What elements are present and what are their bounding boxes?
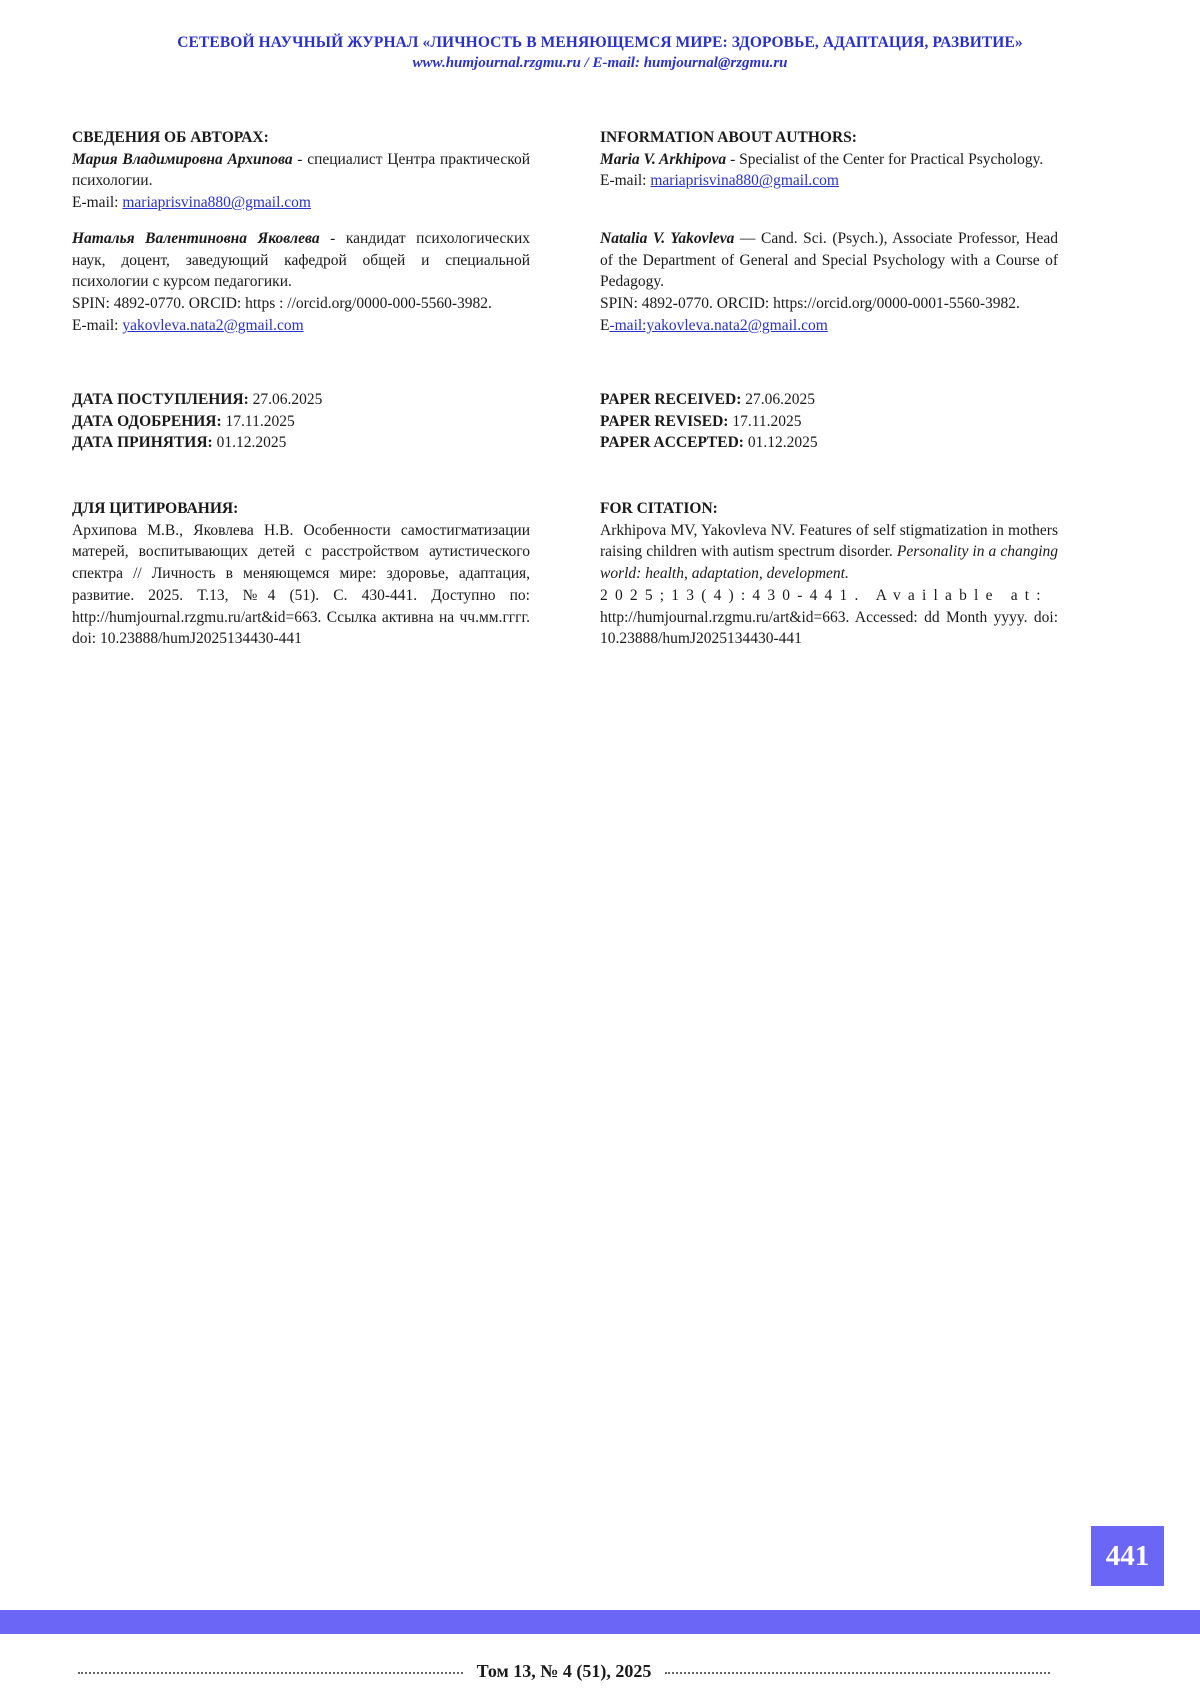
ru-revised-date: 17.11.2025	[225, 412, 295, 430]
ru-citation-block	[72, 498, 530, 650]
ru-author2-email-line	[72, 315, 530, 337]
ru-authors-heading: СВЕДЕНИЯ ОБ АВТОРАХ:	[72, 129, 269, 146]
journal-title: СЕТЕВОЙ НАУЧНЫЙ ЖУРНАЛ «ЛИЧНОСТЬ В МЕНЯЮЩЕМСЯ МИРЕ: ЗДОРОВЬЕ, АДАПТАЦИЯ, РАЗВИТИЕ»	[177, 34, 1023, 51]
en-author2-block	[600, 228, 1058, 337]
en-authors-block	[600, 127, 1058, 192]
en-revised-line	[600, 411, 1058, 433]
ru-author1-email-link[interactable]: mariaprisvina880@gmail.com	[122, 194, 311, 212]
en-citation-text	[600, 520, 1058, 585]
ru-email-label: E-mail:	[72, 194, 123, 212]
en-citation-access: http://humjournal.rzgmu.ru/art&id=663. Accessed: dd Month yyyy. doi: 10.23888/humJ2025134430-441	[600, 608, 1058, 648]
ru-accepted-label: ДАТА ПРИНЯТИЯ:	[72, 434, 213, 452]
ru-citation-heading: ДЛЯ ЦИТИРОВАНИЯ:	[72, 500, 239, 517]
ru-email-label2: E-mail:	[72, 316, 123, 334]
en-authors-heading: INFORMATION ABOUT AUTHORS:	[600, 129, 857, 146]
ru-author2-desc: - кандидат психологических наук, доцент, заведующий кафедрой общей и специальной психологии с курсом педагогики.	[72, 230, 531, 291]
footer-volume: Том 13, № 4 (51), 2025	[476, 1660, 652, 1681]
en-author1-name: Maria V. Arkhipova	[600, 150, 727, 168]
ru-author2-name: Наталья Валентиновна Яковлева	[72, 230, 320, 247]
en-author1-info	[600, 149, 1058, 171]
en-accepted-line	[600, 432, 1058, 454]
en-author1-email-line	[600, 170, 1058, 192]
footer-dots-right	[665, 1672, 1050, 1674]
en-received-date: 27.06.2025	[745, 391, 815, 408]
footer-accent-bar	[0, 1610, 1200, 1634]
ru-author2-ids: SPIN: 4892-0770. ORCID: https : //orcid.org/0000-000-5560-3982.	[72, 295, 492, 313]
ru-received-date: 27.06.2025	[252, 391, 323, 408]
en-email-prefix: E	[600, 316, 610, 334]
en-author2-email-line	[600, 315, 1058, 337]
ru-accepted-date: 01.12.2025	[216, 434, 287, 452]
en-revised-date: 17.11.2025	[732, 412, 802, 430]
journal-header	[0, 34, 1200, 72]
en-author1-email-link[interactable]: mariaprisvina880@gmail.com	[650, 172, 839, 190]
en-revised-label: PAPER REVISED:	[600, 412, 729, 430]
en-dates-block	[600, 389, 1058, 454]
en-received-line	[600, 389, 1058, 411]
en-accepted-date: 01.12.2025	[747, 434, 818, 452]
page-number-badge: 441	[1091, 1526, 1164, 1586]
en-citation-heading: FOR CITATION:	[600, 500, 718, 517]
en-author2-name: Natalia V. Yakovleva	[600, 230, 735, 247]
journal-contacts: www.humjournal.rzgmu.ru / E-mail: humjournal@rzgmu.ru	[412, 55, 788, 71]
ru-author1-name: Мария Владимировна Архипова	[72, 150, 293, 168]
en-author2-info	[600, 228, 1058, 293]
en-author2-desc: — Cand. Sci. (Psych.), Associate Professor, Head of the Department of General and Special Psychology with a Course of Pedagogy.	[600, 230, 1058, 291]
en-citation-volume: 2025;13(4):430-441. Available at:	[600, 586, 1048, 604]
en-accepted-label: PAPER ACCEPTED:	[600, 434, 744, 452]
en-author2-ids: SPIN: 4892-0770. ORCID: https://orcid.org/0000-0001-5560-3982.	[600, 295, 1020, 313]
en-email-label: E-mail:	[600, 172, 651, 190]
en-author1-desc: - Specialist of the Center for Practical Psychology.	[726, 150, 1044, 168]
ru-received-label: ДАТА ПОСТУПЛЕНИЯ:	[72, 391, 249, 408]
ru-authors-block	[72, 127, 530, 214]
ru-author2-info	[72, 228, 530, 293]
ru-revised-label: ДАТА ОДОБРЕНИЯ:	[72, 412, 222, 430]
ru-revised-line	[72, 411, 530, 433]
ru-author1-desc: - специалист Центра практической психологии.	[72, 150, 530, 190]
footer	[78, 1660, 1050, 1682]
ru-dates-block	[72, 389, 530, 454]
ru-author2-block	[72, 228, 530, 337]
ru-citation-text: Архипова М.В., Яковлева Н.В. Особенности самостигматизации матерей, воспитывающих детей с расстройством аутистического спектра // Личность в меняющемся мире: здоровье, адаптация, развитие. 2025. Т.13, №4 (51). С. 430-441. Доступно по: http://humjournal.rzgmu.ru/art&id=663. Ссылка активна на чч.мм.гггг. doi: 10.23888/humJ2025134430-441	[72, 521, 530, 648]
en-citation-journal: Personality in a changing world: health, adaptation, development.	[600, 543, 1058, 583]
ru-received-line	[72, 389, 530, 411]
en-citation-authors-title: Arkhipova MV, Yakovleva NV. Features of self stigmatization in mothers raising children with autism spectrum disorder.	[600, 521, 1058, 561]
ru-author1-email-line	[72, 192, 530, 214]
ru-author1-info	[72, 149, 530, 192]
en-citation-block	[600, 498, 1058, 650]
footer-dots-left	[78, 1672, 463, 1674]
en-author2-email-link[interactable]: -mail:yakovleva.nata2@gmail.com	[609, 316, 828, 334]
ru-accepted-line	[72, 432, 530, 454]
ru-author2-email-link[interactable]: yakovleva.nata2@gmail.com	[122, 316, 304, 334]
en-received-label: PAPER RECEIVED:	[600, 391, 742, 408]
